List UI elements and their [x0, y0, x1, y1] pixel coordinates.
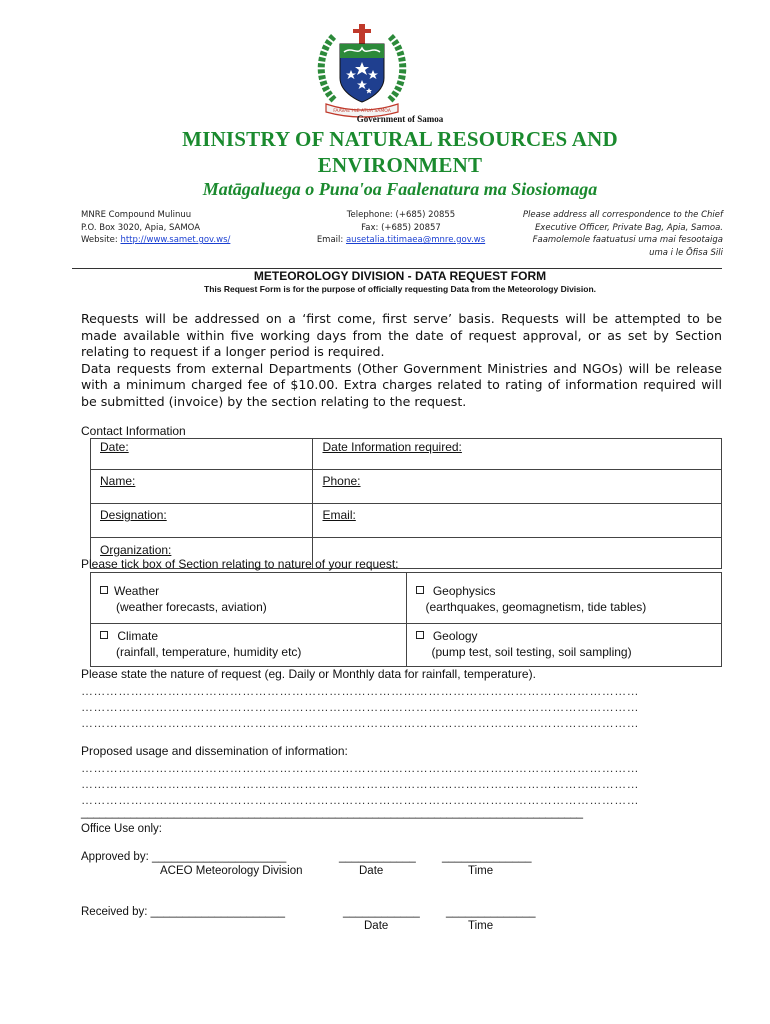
website-line: [81, 234, 301, 247]
contact-block: [300, 209, 502, 247]
office-use-heading: Office Use only:: [81, 823, 162, 835]
address-block: [81, 209, 301, 247]
samoa-crest-logo: [312, 22, 412, 118]
correspondence-line: Please address all correspondence to the Chief: [522, 210, 723, 220]
intro-paragraph-2: Data requests from external Departments (Other Government Ministries and NGOs) will be release with a minimum charged fee of $10.00. Extra charges related to rating of information required will be submitted (invoice) by the section relating to the request.: [81, 360, 722, 409]
correspondence-line: uma i le Ōfisa Sili: [649, 247, 723, 258]
weather-option[interactable]: [91, 573, 407, 624]
email-link[interactable]: ausetalia.titimaea@mnre.gov.ws: [345, 235, 486, 245]
date-required-label: Date Information required:: [322, 440, 462, 454]
email-line: [300, 234, 502, 247]
climate-description: (rainfall, temperature, humidity etc): [116, 645, 302, 659]
office-divider: _________________________________________________________________________________: [81, 807, 583, 819]
usage-line[interactable]: ………………………………………………………………………………………………………………………: [81, 793, 639, 807]
climate-label: Climate: [117, 629, 159, 643]
correspondence-block: [505, 209, 723, 259]
date-label: Date:: [100, 440, 129, 454]
usage-line[interactable]: ………………………………………………………………………………………………………………………: [81, 777, 639, 791]
organization-label: Organization:: [100, 543, 172, 557]
climate-option[interactable]: [91, 624, 407, 667]
telephone: Telephone: (+685) 20855: [346, 210, 456, 220]
nature-line[interactable]: ………………………………………………………………………………………………………………………: [81, 700, 639, 714]
ministry-samoan-title: Matāgaluega o Puna'oa Faalenatura ma Siosiomaga: [202, 179, 598, 199]
geology-option[interactable]: [406, 624, 722, 667]
phone-field[interactable]: [313, 470, 722, 504]
date-caption: Date: [359, 865, 384, 877]
nature-line[interactable]: ………………………………………………………………………………………………………………………: [81, 684, 639, 698]
checkbox-icon[interactable]: [100, 586, 108, 594]
sections-table: [90, 572, 722, 667]
geophysics-option[interactable]: [406, 573, 722, 624]
date-required-field[interactable]: [313, 439, 722, 470]
nature-line[interactable]: ………………………………………………………………………………………………………………………: [81, 716, 639, 730]
nature-prompt: Please state the nature of request (eg. Daily or Monthly data for rainfall, temperature).: [81, 667, 536, 681]
email-label: Email:: [316, 235, 346, 245]
form-subtitle: This Request Form is for the purpose of officially requesting Data from the Meteorology Division.: [204, 284, 596, 294]
fax: Fax: (+685) 20857: [361, 222, 441, 233]
contact-heading: Contact Information: [81, 424, 186, 438]
intro-text: [81, 311, 722, 410]
time-caption: Time: [468, 920, 494, 932]
geophysics-label: Geophysics: [432, 584, 496, 598]
website-label: Website:: [81, 235, 121, 245]
website-link[interactable]: http://www.samet.gov.ws/: [120, 235, 231, 245]
usage-line[interactable]: ………………………………………………………………………………………………………………………: [81, 761, 639, 775]
weather-description: (weather forecasts, aviation): [116, 600, 267, 614]
date-field[interactable]: [91, 439, 313, 470]
usage-prompt: Proposed usage and dissemination of information:: [81, 744, 348, 758]
address-line: P.O. Box 3020, Apia, SAMOA: [81, 222, 201, 233]
date-caption: Date: [364, 920, 389, 932]
designation-label: Designation:: [100, 508, 167, 522]
received-date-field[interactable]: ____________: [343, 906, 420, 918]
address-line: MNRE Compound Mulinuu: [81, 210, 192, 220]
name-field[interactable]: [91, 470, 313, 504]
aceo-label: ACEO Meteorology Division: [160, 865, 303, 877]
name-label: Name:: [100, 474, 136, 488]
geophysics-description: (earthquakes, geomagnetism, tide tables): [425, 600, 647, 614]
ministry-title: [100, 126, 700, 178]
time-caption: Time: [468, 865, 494, 877]
approved-date-field[interactable]: ____________: [339, 851, 416, 863]
email-label: Email:: [322, 508, 356, 522]
correspondence-line: Faamolemole faatuatusi uma mai fesootaiga: [532, 235, 723, 245]
received-by-field[interactable]: Received by: _____________________: [81, 906, 285, 918]
ministry-title-line1: MINISTRY OF NATURAL RESOURCES AND: [182, 127, 618, 151]
approved-by-field[interactable]: Approved by: _____________________: [81, 851, 287, 863]
geology-description: (pump test, soil testing, soil sampling): [431, 645, 632, 659]
correspondence-line: Executive Officer, Private Bag, Apia, Samoa.: [534, 222, 723, 233]
intro-paragraph-1: Requests will be addressed on a ‘first come, first serve’ basis. Requests will be attempted to be made available within five working days from the date of request approval, or as set by Section relating to request if a longer period is required.: [81, 311, 722, 359]
form-title: METEOROLOGY DIVISION - DATA REQUEST FORM: [253, 269, 547, 283]
checkbox-icon[interactable]: [416, 586, 424, 594]
checkbox-icon[interactable]: [416, 631, 424, 639]
sections-heading: Please tick box of Section relating to nature of your request:: [81, 557, 399, 571]
received-time-field[interactable]: ______________: [446, 906, 536, 918]
email-field[interactable]: [313, 504, 722, 538]
checkbox-icon[interactable]: [100, 631, 108, 639]
approved-time-field[interactable]: ______________: [442, 851, 532, 863]
ministry-title-line2: ENVIRONMENT: [317, 153, 483, 177]
crest-motto: FAAVAE I LE ATUA SAMOA: [333, 109, 391, 114]
phone-label: Phone:: [322, 474, 361, 488]
geology-label: Geology: [432, 629, 478, 643]
designation-field[interactable]: [91, 504, 313, 538]
government-label: Government of Samoa: [356, 114, 444, 124]
contact-table: [90, 438, 722, 569]
weather-label: Weather: [114, 584, 160, 598]
